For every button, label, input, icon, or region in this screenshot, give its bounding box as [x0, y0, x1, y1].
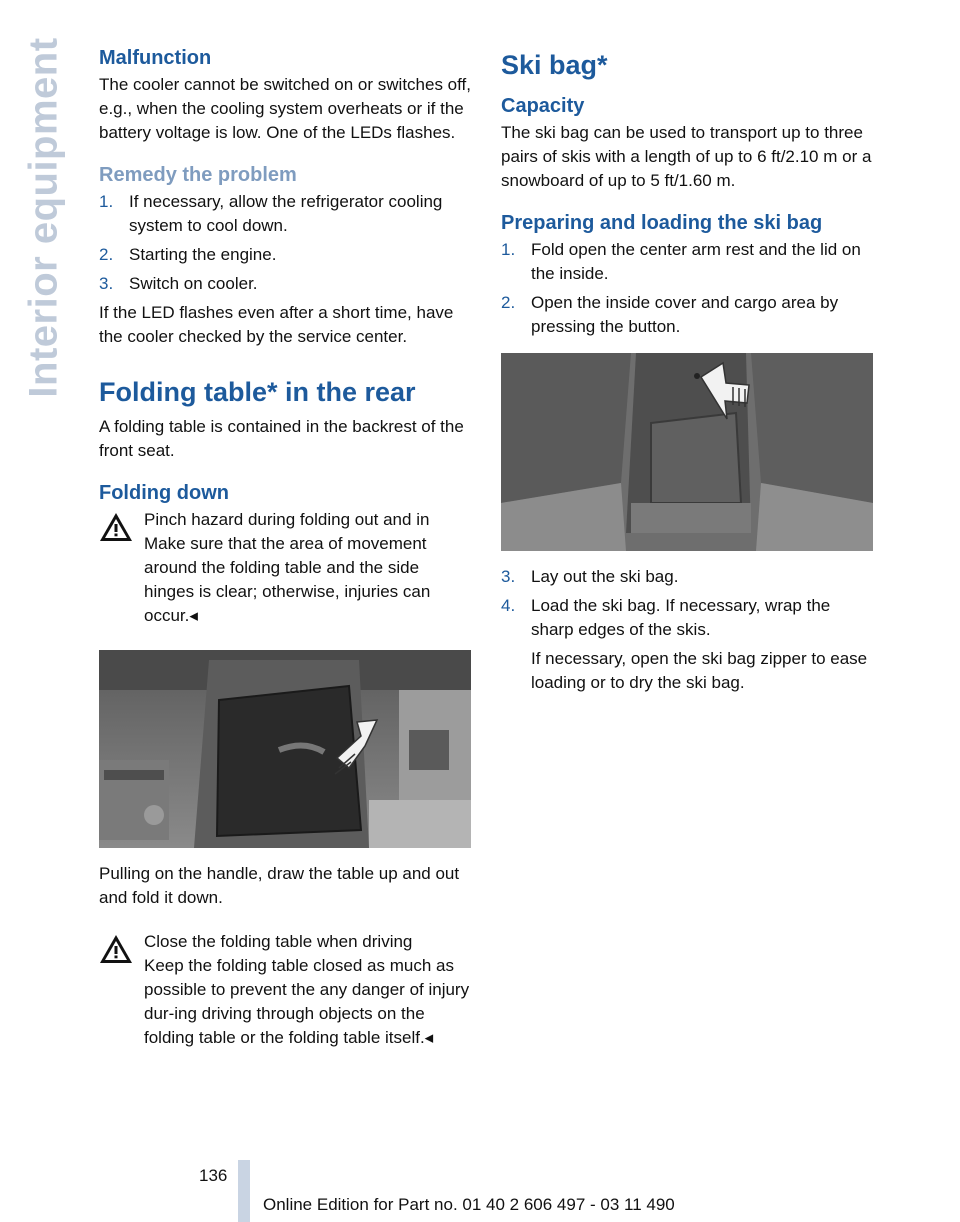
- malfunction-heading: Malfunction: [99, 47, 212, 69]
- ski-bag-figure: [501, 353, 873, 551]
- warning-block: [99, 508, 473, 628]
- list-item: 4. Load the ski bag. If necessary, wrap the sharp edges of the skis.: [501, 596, 831, 639]
- warning-icon: [99, 512, 133, 542]
- page-number: 136: [199, 1166, 228, 1185]
- side-section-title: Interior equipment: [21, 36, 66, 398]
- preparing-heading: Preparing and loading the ski bag: [501, 212, 823, 234]
- folding-table-heading: Folding table* in the rear: [99, 377, 416, 407]
- remedy-note: If the LED flashes even after a short time, have the cooler checked by the service center.: [99, 303, 454, 346]
- warning-icon: [99, 934, 133, 964]
- warning-text: Make sure that the area of movement around the folding table and the side hinges is clear; otherwise, injuries can occur.◂: [144, 534, 431, 625]
- online-edition-note: Online Edition for Part no. 01 40 2 606 497 - 03 11 490: [263, 1195, 675, 1214]
- warning-title: Close the folding table when driving: [144, 932, 413, 951]
- list-item: 2. Starting the engine.: [99, 245, 277, 264]
- folding-down-heading: Folding down: [99, 482, 229, 504]
- step4-extra: If necessary, open the ski bag zipper to ease loading or to dry the ski bag.: [531, 649, 868, 692]
- capacity-heading: Capacity: [501, 95, 585, 117]
- list-item: 1. If necessary, allow the refrigerator cooling system to cool down.: [99, 192, 443, 235]
- warning-block: [99, 930, 473, 1050]
- remedy-heading: Remedy the problem: [99, 164, 297, 186]
- list-item: 3. Lay out the ski bag.: [501, 567, 679, 586]
- list-item: 3. Switch on cooler.: [99, 274, 258, 293]
- left-column: [99, 46, 473, 1050]
- warning-title: Pinch hazard during folding out and in: [144, 510, 430, 529]
- ski-bag-heading: Ski bag*: [501, 50, 608, 80]
- warning-text: Keep the folding table closed as much as possible to prevent the any danger of injury dur-ing driving through objects on the folding table or the folding table itself.◂: [144, 956, 470, 1047]
- malfunction-text: The cooler cannot be switched on or switches off, e.g., when the cooling system overheats or if the battery voltage is low. One of the LEDs flashes.: [99, 75, 471, 142]
- footer-bar: [238, 1160, 250, 1222]
- list-item: 2. Open the inside cover and cargo area by pressing the button.: [501, 293, 839, 336]
- folding-table-intro: A folding table is contained in the backrest of the front seat.: [99, 417, 464, 460]
- remedy-steps: [99, 190, 473, 296]
- right-column: [501, 46, 875, 695]
- folding-table-figure: [99, 650, 471, 848]
- pull-instruction: Pulling on the handle, draw the table up and out and fold it down.: [99, 864, 460, 907]
- loading-steps: [501, 565, 875, 642]
- preparing-steps: [501, 238, 875, 339]
- list-item: 1. Fold open the center arm rest and the lid on the inside.: [501, 240, 861, 283]
- capacity-text: The ski bag can be used to transport up to three pairs of skis with a length of up to 6 ft/2.10 m or a snowboard of up to 5 ft/1.60 m.: [501, 123, 872, 190]
